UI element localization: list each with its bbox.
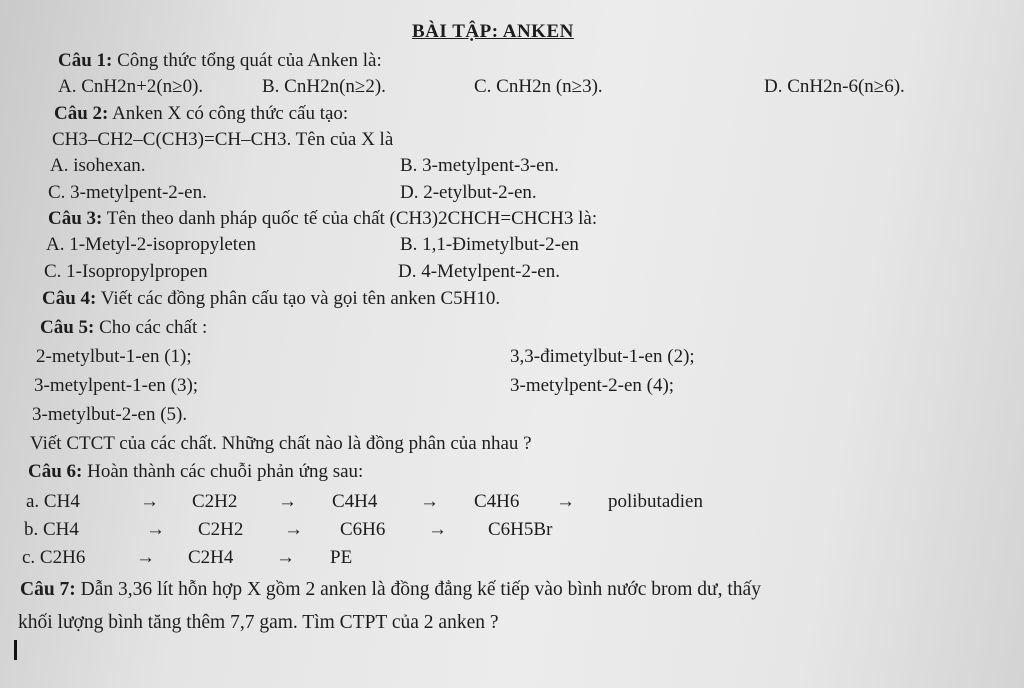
chain-arrow: → <box>420 491 439 512</box>
chain-c-start: c. C2H6 <box>22 547 86 568</box>
chain-b-step-3: C6H5Br <box>488 519 553 540</box>
q5-label: Câu 5: <box>40 317 95 338</box>
question-3 <box>48 207 597 231</box>
q3-text: Tên theo danh pháp quốc tế của chất (CH3)2CHCH=CHCH3 là: <box>102 208 598 229</box>
chain-arrow: → <box>276 547 295 568</box>
chain-arrow: → <box>284 519 303 540</box>
q7-text: Dẫn 3,36 lít hỗn hợp X gồm 2 anken là đồng đẳng kế tiếp vào bình nước brom dư, thấy <box>75 579 761 600</box>
q5-substance-2: 3,3-đimetylbut-1-en (2); <box>510 346 695 367</box>
q1-label: Câu 1: <box>58 50 113 71</box>
q5-substance-3: 3-metylpent-1-en (3); <box>34 375 199 396</box>
q3-option-a: A. 1-Metyl-2-isopropyleten <box>46 234 257 255</box>
q5-substance-1: 2-metylbut-1-en (1); <box>36 346 192 367</box>
q2-label: Câu 2: <box>54 103 109 124</box>
chain-arrow: → <box>428 519 447 540</box>
chain-b-step-2: C6H6 <box>340 519 386 540</box>
chain-arrow: → <box>136 547 155 568</box>
q7-text-line-2: khối lượng bình tăng thêm 7,7 gam. Tìm CTPT của 2 anken ? <box>18 612 499 633</box>
chain-a-step-3: C4H6 <box>474 491 520 512</box>
question-2 <box>54 102 348 126</box>
q2-option-d: D. 2-etylbut-2-en. <box>400 182 537 203</box>
q5-task: Viết CTCT của các chất. Những chất nào là đồng phân của nhau ? <box>30 433 532 454</box>
question-7 <box>20 578 761 602</box>
page-title: BÀI TẬP: ANKEN <box>412 21 574 42</box>
chain-b-start: b. CH4 <box>24 519 79 540</box>
q6-text: Hoàn thành các chuỗi phản ứng sau: <box>82 461 364 482</box>
chain-a-step-4: polibutadien <box>608 491 703 512</box>
chain-a-step-1: C2H2 <box>192 491 238 512</box>
chain-c-step-1: C2H4 <box>188 547 234 568</box>
q7-label: Câu 7: <box>20 579 76 600</box>
chain-b-step-1: C2H2 <box>198 519 244 540</box>
q5-substance-4: 3-metylpent-2-en (4); <box>510 375 675 396</box>
chain-c-step-2: PE <box>330 547 353 568</box>
q2-text: Anken X có công thức cấu tạo: <box>108 103 349 124</box>
chain-a-start: a. CH4 <box>26 491 80 512</box>
question-6 <box>28 460 363 484</box>
chain-a-step-2: C4H4 <box>332 491 378 512</box>
question-5 <box>40 316 207 340</box>
q1-option-b: B. CnH2n(n≥2). <box>262 76 386 97</box>
question-4 <box>42 287 500 311</box>
question-1 <box>58 49 382 73</box>
text-cursor <box>14 640 17 660</box>
q3-option-c: C. 1-Isopropylpropen <box>44 261 208 282</box>
q6-label: Câu 6: <box>28 461 83 482</box>
q4-text: Viết các đồng phân cấu tạo và gọi tên anken C5H10. <box>96 288 501 309</box>
q3-label: Câu 3: <box>48 208 103 229</box>
chain-arrow: → <box>556 491 575 512</box>
q2-option-b: B. 3-metylpent-3-en. <box>400 155 559 176</box>
q1-text: Công thức tổng quát của Anken là: <box>112 50 382 71</box>
q2-formula: CH3–CH2–C(CH3)=CH–CH3. Tên của X là <box>52 129 394 150</box>
q3-option-d: D. 4-Metylpent-2-en. <box>398 261 560 282</box>
q1-option-c: C. CnH2n (n≥3). <box>474 76 603 97</box>
q1-option-a: A. CnH2n+2(n≥0). <box>58 76 204 97</box>
q1-option-d: D. CnH2n-6(n≥6). <box>764 76 905 97</box>
q2-option-c: C. 3-metylpent-2-en. <box>48 182 207 203</box>
chain-arrow: → <box>140 491 159 512</box>
q5-text: Cho các chất : <box>94 317 208 338</box>
q2-option-a: A. isohexan. <box>50 155 146 176</box>
q4-label: Câu 4: <box>42 288 97 309</box>
chain-arrow: → <box>146 519 165 540</box>
q5-substance-5: 3-metylbut-2-en (5). <box>32 404 188 425</box>
q3-option-b: B. 1,1-Đimetylbut-2-en <box>400 234 579 255</box>
chain-arrow: → <box>278 491 297 512</box>
